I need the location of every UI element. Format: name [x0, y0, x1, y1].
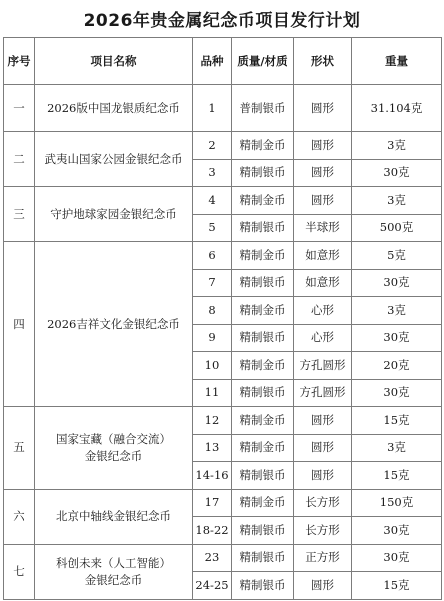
project-name: 北京中轴线金银纪念币: [35, 489, 193, 544]
material-cell: 精制金币: [232, 352, 294, 380]
material-cell: 精制金币: [232, 297, 294, 325]
table-row: [4, 489, 442, 517]
table-row: [4, 242, 442, 270]
project-name: 国家宝藏（融合交流） 金银纪念币: [35, 407, 193, 490]
variety-cell: 18-22: [193, 517, 232, 545]
variety-cell: 3: [193, 159, 232, 187]
project-name: 科创未来（人工智能） 金银纪念币: [35, 544, 193, 599]
project-number: 七: [4, 544, 35, 599]
variety-cell: 17: [193, 489, 232, 517]
weight-cell: 30克: [352, 159, 442, 187]
page-title: 2026年贵金属纪念币项目发行计划: [83, 11, 361, 31]
table-row: [4, 132, 442, 160]
project-name: 武夷山国家公园金银纪念币: [35, 132, 193, 187]
weight-cell: 3克: [352, 297, 442, 325]
project-name: 2026版中国龙银质纪念币: [35, 85, 193, 132]
project-number: 六: [4, 489, 35, 544]
variety-cell: 12: [193, 407, 232, 435]
variety-cell: 24-25: [193, 572, 232, 600]
issuance-plan-table: [3, 37, 442, 600]
material-cell: 普制银币: [232, 85, 294, 132]
weight-cell: 3克: [352, 434, 442, 462]
shape-cell: 圆形: [294, 187, 352, 215]
variety-cell: 23: [193, 544, 232, 572]
column-header-project-name: 项目名称: [35, 38, 193, 85]
weight-cell: 30克: [352, 324, 442, 352]
shape-cell: 圆形: [294, 462, 352, 490]
weight-cell: 31.104克: [352, 85, 442, 132]
table-row: [4, 407, 442, 435]
variety-cell: 11: [193, 379, 232, 407]
variety-cell: 14-16: [193, 462, 232, 490]
table-row: [4, 544, 442, 572]
material-cell: 精制金币: [232, 434, 294, 462]
column-header-shape: 形状: [294, 38, 352, 85]
material-cell: 精制金币: [232, 187, 294, 215]
shape-cell: 如意形: [294, 242, 352, 270]
table-row: [4, 187, 442, 215]
material-cell: 精制银币: [232, 544, 294, 572]
shape-cell: 心形: [294, 324, 352, 352]
weight-cell: 500克: [352, 214, 442, 242]
shape-cell: 圆形: [294, 159, 352, 187]
table-header: [4, 38, 442, 85]
column-header-weight: 重量: [352, 38, 442, 85]
variety-cell: 1: [193, 85, 232, 132]
shape-cell: 圆形: [294, 572, 352, 600]
material-cell: 精制银币: [232, 159, 294, 187]
project-name: 守护地球家园金银纪念币: [35, 187, 193, 242]
weight-cell: 3克: [352, 132, 442, 160]
header-row: [4, 38, 442, 85]
table-row: [4, 85, 442, 132]
column-header-variety: 品种: [193, 38, 232, 85]
shape-cell: 圆形: [294, 132, 352, 160]
variety-cell: 13: [193, 434, 232, 462]
material-cell: 精制金币: [232, 489, 294, 517]
weight-cell: 15克: [352, 572, 442, 600]
material-cell: 精制银币: [232, 269, 294, 297]
variety-cell: 6: [193, 242, 232, 270]
weight-cell: 3克: [352, 187, 442, 215]
variety-cell: 5: [193, 214, 232, 242]
weight-cell: 20克: [352, 352, 442, 380]
material-cell: 精制银币: [232, 462, 294, 490]
project-number: 五: [4, 407, 35, 490]
material-cell: 精制银币: [232, 379, 294, 407]
weight-cell: 30克: [352, 517, 442, 545]
material-cell: 精制银币: [232, 324, 294, 352]
weight-cell: 30克: [352, 379, 442, 407]
variety-cell: 9: [193, 324, 232, 352]
shape-cell: 长方形: [294, 489, 352, 517]
project-number: 一: [4, 85, 35, 132]
variety-cell: 7: [193, 269, 232, 297]
shape-cell: 正方形: [294, 544, 352, 572]
shape-cell: 心形: [294, 297, 352, 325]
shape-cell: 圆形: [294, 407, 352, 435]
variety-cell: 8: [193, 297, 232, 325]
column-header-no: 序号: [4, 38, 35, 85]
material-cell: 精制银币: [232, 214, 294, 242]
variety-cell: 10: [193, 352, 232, 380]
material-cell: 精制银币: [232, 572, 294, 600]
weight-cell: 5克: [352, 242, 442, 270]
project-number: 二: [4, 132, 35, 187]
project-number: 三: [4, 187, 35, 242]
shape-cell: 圆形: [294, 434, 352, 462]
shape-cell: 半球形: [294, 214, 352, 242]
shape-cell: 圆形: [294, 85, 352, 132]
weight-cell: 150克: [352, 489, 442, 517]
weight-cell: 15克: [352, 407, 442, 435]
weight-cell: 30克: [352, 269, 442, 297]
variety-cell: 4: [193, 187, 232, 215]
material-cell: 精制银币: [232, 517, 294, 545]
material-cell: 精制金币: [232, 407, 294, 435]
project-number: 四: [4, 242, 35, 407]
weight-cell: 30克: [352, 544, 442, 572]
shape-cell: 如意形: [294, 269, 352, 297]
shape-cell: 方孔圆形: [294, 352, 352, 380]
weight-cell: 15克: [352, 462, 442, 490]
variety-cell: 2: [193, 132, 232, 160]
table-body: [4, 85, 442, 600]
shape-cell: 方孔圆形: [294, 379, 352, 407]
shape-cell: 长方形: [294, 517, 352, 545]
material-cell: 精制金币: [232, 132, 294, 160]
project-name: 2026吉祥文化金银纪念币: [35, 242, 193, 407]
column-header-material: 质量/材质: [232, 38, 294, 85]
material-cell: 精制金币: [232, 242, 294, 270]
